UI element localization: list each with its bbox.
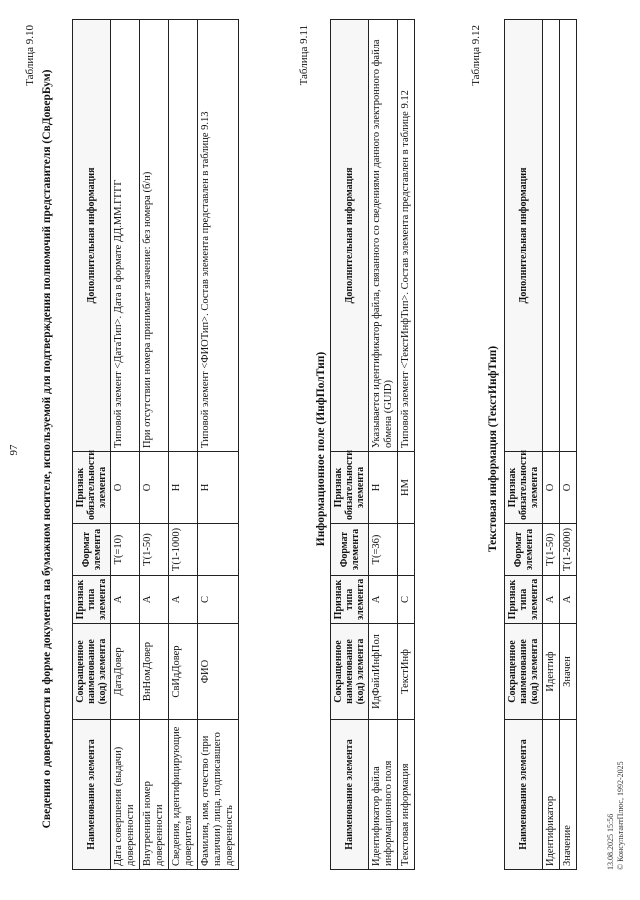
col-header-format: Формат элемента: [331, 524, 369, 576]
table-9-12-heading: Текстовая информация (ТекстИнфТип): [487, 345, 499, 553]
col-header-required: Признак обязательности элемента: [73, 452, 111, 524]
cell-format: [198, 524, 239, 576]
cell-format: T(1-50): [140, 524, 169, 576]
cell-type: С: [398, 576, 415, 624]
cell-format: [398, 524, 415, 576]
footer-source: © КонсультантПлюс, 1992-2025: [616, 761, 625, 870]
cell-format: T(=10): [111, 524, 140, 576]
cell-required: Н: [198, 452, 239, 524]
page-number: 97: [8, 444, 20, 456]
table-row: [111, 20, 140, 870]
table-9-12-caption: Таблица 9.12: [470, 25, 482, 86]
col-header-type: Признак типа элемента: [331, 576, 369, 624]
cell-type: А: [369, 576, 398, 624]
cell-code: ТекстИнф: [398, 624, 415, 720]
cell-code: Значен: [560, 624, 577, 720]
cell-extra: Указывается идентификатор файла, связанного со сведениями данного электронного файла обмена (GUID): [369, 20, 398, 452]
footer: [606, 470, 626, 870]
cell-name: Текстовая информация: [398, 720, 415, 870]
cell-type: А: [543, 576, 560, 624]
cell-format: T(1-2000): [560, 524, 577, 576]
table-header-row: [331, 20, 369, 870]
cell-code: Идентиф: [543, 624, 560, 720]
table-9-10-heading: Сведения о доверенности в форме документа на бумажном носителе, используемой для подтверждения полномочий представителя (СвДоверБум): [41, 69, 53, 829]
cell-extra: При отсутствии номера принимает значение: без номера (б/н): [140, 20, 169, 452]
cell-format: T(1-50): [543, 524, 560, 576]
cell-name: Дата совершения (выдачи) доверенности: [111, 720, 140, 870]
cell-required: НМ: [398, 452, 415, 524]
cell-code: СвИдДовер: [169, 624, 198, 720]
col-header-format: Формат элемента: [505, 524, 543, 576]
table-header-row: [505, 20, 543, 870]
col-header-type: Признак типа элемента: [505, 576, 543, 624]
col-header-code: Сокращенное наименование (код) элемента: [505, 624, 543, 720]
col-header-name: Наименование элемента: [331, 720, 369, 870]
table-9-11-caption: Таблица 9.11: [298, 25, 310, 86]
cell-extra: [560, 20, 577, 452]
col-header-code: Сокращенное наименование (код) элемента: [331, 624, 369, 720]
cell-type: А: [111, 576, 140, 624]
cell-name: Идентификатор файла информационного поля: [369, 720, 398, 870]
cell-code: ВнНомДовер: [140, 624, 169, 720]
table-row: [369, 20, 398, 870]
col-header-type: Признак типа элемента: [73, 576, 111, 624]
table-row: [398, 20, 415, 870]
col-header-name: Наименование элемента: [505, 720, 543, 870]
cell-extra: [543, 20, 560, 452]
table-9-12: [504, 19, 577, 870]
cell-code: ФИО: [198, 624, 239, 720]
table-row: [169, 20, 198, 870]
cell-required: О: [111, 452, 140, 524]
cell-code: ДатаДовер: [111, 624, 140, 720]
cell-format: T(1-1000): [169, 524, 198, 576]
cell-extra: Типовой элемент <ФИОТип>. Состав элемента представлен в таблице 9.13: [198, 20, 239, 452]
col-header-required: Признак обязательности элемента: [331, 452, 369, 524]
table-row: [543, 20, 560, 870]
table-9-11: [330, 19, 415, 870]
cell-required: Н: [169, 452, 198, 524]
col-header-extra: Дополнительная информация: [73, 20, 111, 452]
cell-required: О: [140, 452, 169, 524]
cell-name: Значение: [560, 720, 577, 870]
table-9-11-heading: Информационное поле (ИнфПолТип): [315, 351, 327, 547]
col-header-required: Признак обязательности элемента: [505, 452, 543, 524]
footer-date: 13.08.2025 15:56: [606, 813, 615, 870]
cell-type: А: [560, 576, 577, 624]
col-header-extra: Дополнительная информация: [505, 20, 543, 452]
cell-name: Внутренний номер доверенности: [140, 720, 169, 870]
table-row: [198, 20, 239, 870]
table-9-10: [72, 19, 239, 870]
cell-type: А: [169, 576, 198, 624]
table-row: [560, 20, 577, 870]
col-header-name: Наименование элемента: [73, 720, 111, 870]
cell-required: О: [560, 452, 577, 524]
table-header-row: [73, 20, 111, 870]
col-header-extra: Дополнительная информация: [331, 20, 369, 452]
cell-code: ИдФайлИнфПол: [369, 624, 398, 720]
cell-required: Н: [369, 452, 398, 524]
cell-type: С: [198, 576, 239, 624]
col-header-code: Сокращенное наименование (код) элемента: [73, 624, 111, 720]
cell-required: О: [543, 452, 560, 524]
cell-extra: Типовой элемент <ТекстИнфТип>. Состав элемента представлен в таблице 9.12: [398, 20, 415, 452]
col-header-format: Формат элемента: [73, 524, 111, 576]
table-row: [140, 20, 169, 870]
cell-extra: Типовой элемент <ДатаТип>. Дата в формате ДД.ММ.ГГГГ: [111, 20, 140, 452]
cell-type: А: [140, 576, 169, 624]
cell-name: Сведения, идентифицирующие доверителя: [169, 720, 198, 870]
cell-name: Идентификатор: [543, 720, 560, 870]
cell-name: Фамилия, имя, отчество (при наличии) лица, подписавшего доверенность: [198, 720, 239, 870]
cell-extra: [169, 20, 198, 452]
table-9-10-caption: Таблица 9.10: [24, 25, 36, 86]
cell-format: T(=36): [369, 524, 398, 576]
